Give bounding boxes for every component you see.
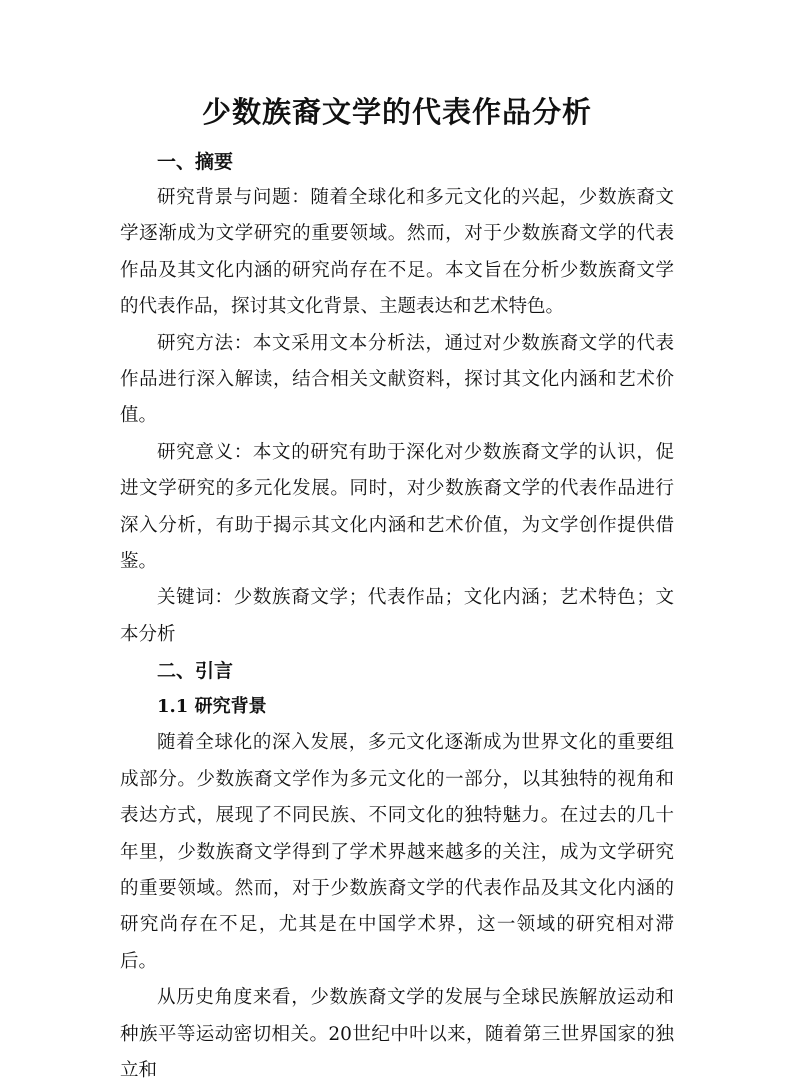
- introduction-paragraph-1: 随着全球化的深入发展，多元文化逐渐成为世界文化的重要组成部分。少数族裔文学作为多元文化的一部分，以其独特的视角和表达方式，展现了不同民族、不同文化的独特魅力。在过去的几十年里，少数族裔文学得到了学术界越来越多的关注，成为文学研究的重要领域。然而，对于少数族裔文学的代表作品及其文化内涵的研究尚存在不足，尤其是在中国学术界，这一领域的研究相对滞后。: [120, 732, 674, 972]
- document-title: 少数族裔文学的代表作品分析: [201, 95, 592, 129]
- abstract-paragraph-method: 研究方法：本文采用文本分析法，通过对少数族裔文学的代表作品进行深入解读，结合相关文献资料，探讨其文化内涵和艺术价值。: [120, 332, 674, 427]
- abstract-keywords: 关键词：少数族裔文学；代表作品；文化内涵；艺术特色；文本分析: [120, 587, 674, 645]
- introduction-paragraph-2: 从历史角度来看，少数族裔文学的发展与全球民族解放运动和种族平等运动密切相关。20世纪中叶以来，随着第三世界国家的独立和: [120, 987, 674, 1081]
- abstract-paragraph-background: 研究背景与问题：随着全球化和多元文化的兴起，少数族裔文学逐渐成为文学研究的重要领域。然而，对于少数族裔文学的代表作品及其文化内涵的研究尚存在不足。本文旨在分析少数族裔文学的代表作品，探讨其文化背景、主题表达和艺术特色。: [120, 187, 674, 318]
- abstract-heading: 一、摘要: [157, 151, 234, 173]
- research-background-heading: 1.1 研究背景: [157, 696, 267, 718]
- abstract-paragraph-significance: 研究意义：本文的研究有助于深化对少数族裔文学的认识，促进文学研究的多元化发展。同时，对少数族裔文学的代表作品进行深入分析，有助于揭示其文化内涵和艺术价值，为文学创作提供借鉴。: [120, 441, 674, 573]
- introduction-heading: 二、引言: [157, 660, 234, 683]
